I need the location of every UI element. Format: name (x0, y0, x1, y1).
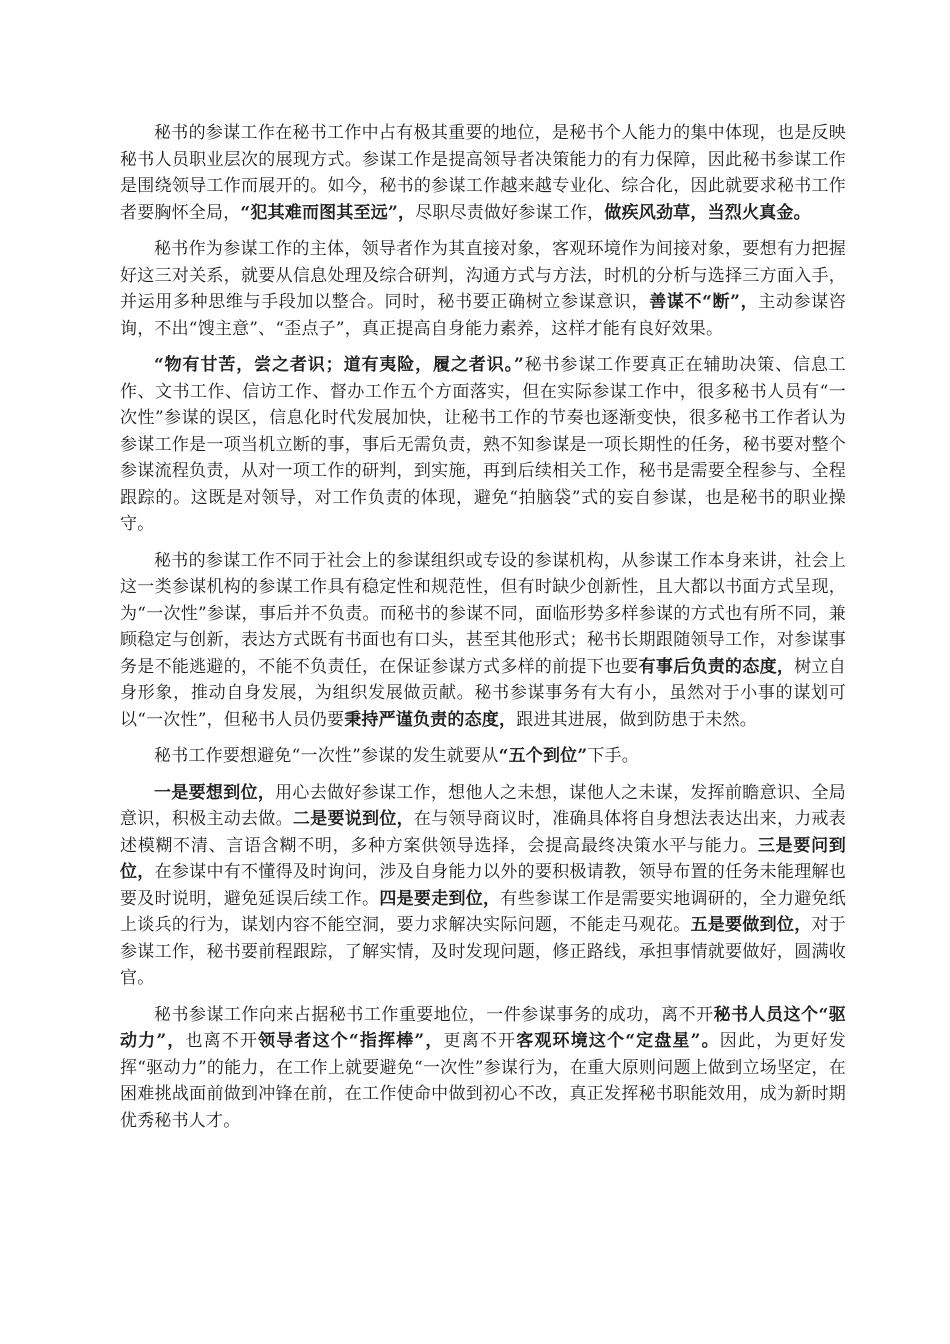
paragraph-6 (120, 780, 846, 992)
paragraph-text: 下手。 (587, 746, 639, 766)
emphasis-text: “犯其难而图其至远”， (240, 202, 416, 223)
emphasis-text: “物有甘苦，尝之者识；道有夷险，履之者识。” (154, 355, 524, 375)
paragraph-4 (120, 548, 846, 734)
paragraph-text: 主动参谋咨询，不出“馊主意”、“歪点子”，真正提高自身能力素养，这样才能有良好效果。 (120, 292, 847, 339)
paragraph-1 (120, 120, 846, 226)
emphasis-text: 三是要问到位， (120, 835, 847, 882)
emphasis-text: 客观环境这个“定盘星”。 (516, 1031, 720, 1051)
paragraph-text: 秘书参谋工作要真正在辅助决策、信息工作、文书工作、信访工作、督办工作五个方面落实，但在实际参谋工作中，很多秘书人员有“一次性”参谋的误区，信息化时代发展加快，让秘书工作的节奏也逐渐变快，很多秘书工作者认为参谋工作是一项当机立断的事，事后无需负责，熟不知参谋是一项长期性的任务，秘书要对整个参谋流程负责，从对一项工作的研判，到实施，再到后续相关工作，秘书是需要全程参与、全程跟踪的。这既是对领导，对工作负责的体现，避免“拍脑袋”式的妄自参谋，也是秘书的职业操守。 (120, 355, 846, 534)
emphasis-text: 做疾风劲草，当烈火真金。 (604, 202, 811, 223)
emphasis-text: 秘书人员这个“驱动力”， (120, 1004, 846, 1051)
emphasis-text: 二是要说到位， (292, 809, 414, 829)
emphasis-text: 秉持严谨负责的态度， (344, 709, 517, 730)
paragraph-text: 用心去做好参谋工作，想他人之未想，谋他人之未谋，发挥前瞻意识、全局意识，积极主动去做。 (120, 782, 846, 829)
paragraph-text: 更离不开 (443, 1031, 517, 1051)
emphasis-text: 一是要想到位， (154, 782, 276, 803)
emphasis-text: 领导者这个“指挥棒”， (258, 1031, 444, 1051)
paragraph-text: 跟进其进展，做到防患于未然。 (516, 709, 757, 730)
paragraph-5 (120, 743, 846, 770)
emphasis-text: “五个到位” (498, 746, 588, 766)
paragraph-text: 树立自身形象，推动自身发展，为组织发展做贡献。秘书参谋事务有大有小，虽然对于小事的谋划可以“一次性”，但秘书人员仍要 (120, 656, 846, 730)
paragraph-text: 有些参谋工作是需要实地调研的，全力避免纸上谈兵的行为，谋划内容不能空洞，要力求解决实际问题，不能走马观花。 (120, 888, 847, 935)
paragraph-text: 也离不开 (185, 1031, 259, 1051)
paragraph-text: 秘书作为参谋工作的主体，领导者作为其直接对象，客观环境作为间接对象，要想有力把握好这三对关系，就要从信息处理及综合研判，沟通方式与方法，时机的分析与选择三方面入手，并运用多种思维与手段加以整合。同时，秘书要正确树立参谋意识， (120, 239, 846, 312)
paragraph-text: 秘书工作要想避免“一次性”参谋的发生就要从 (154, 746, 499, 766)
paragraph-text: 尽职尽责做好参谋工作， (415, 202, 605, 223)
paragraph-2 (120, 236, 846, 342)
emphasis-text: 四是要走到位， (379, 888, 501, 909)
paragraph-text: 对于参谋工作，秘书要前程跟踪，了解实情，及时发现问题，修正路线，承担事情就要做好，圆满收官。 (120, 915, 846, 988)
document-page (120, 120, 846, 1144)
paragraph-3 (120, 352, 846, 538)
paragraph-text: 在与领导商议时，准确具体将自身想法表达出来，力戒表述模糊不清、言语含糊不明，多种方案供领导选择，会提高最终决策水平与能力。 (120, 809, 847, 856)
paragraph-text: 秘书的参谋工作不同于社会上的参谋组织或专设的参谋机构，从参谋工作本身来讲，社会上这一类参谋机构的参谋工作具有稳定性和规范性，但有时缺少创新性，且大都以书面方式呈现，为“一次性”参谋，事后并不负责。而秘书的参谋不同，面临形势多样参谋的方式也有所不同，兼顾稳定与创新，表达方式既有书面也有口头，甚至其他形式；秘书长期跟随领导工作，对参谋事务是不能逃避的，不能不负责任，在保证参谋方式多样的前提下也要 (120, 550, 846, 677)
emphasis-text: 善谋不“断”， (649, 292, 759, 312)
paragraph-7 (120, 1002, 846, 1135)
emphasis-text: 五是要做到位， (690, 915, 812, 935)
emphasis-text: 有事后负责的态度， (638, 656, 795, 677)
paragraph-text: 因此，为更好发挥“驱动力”的能力，在工作上就要避免“一次性”参谋行为，在重大原则问题上做到立场坚定，在困难挑战面前做到冲锋在前，在工作使命中做到初心不改，真正发挥秘书职能效用，成为新时期优秀秘书人才。 (120, 1031, 846, 1131)
paragraph-text: 秘书参谋工作向来占据秘书工作重要地位，一件参谋事务的成功，离不开 (154, 1004, 714, 1025)
paragraph-text: 在参谋中有不懂得及时询问，涉及自身能力以外的要积极请教，领导布置的任务未能理解也要及时说明，避免延误后续工作。 (120, 862, 846, 909)
paragraph-text: 秘书的参谋工作在秘书工作中占有极其重要的地位，是秘书个人能力的集中体现，也是反映秘书人员职业层次的展现方式。参谋工作是提高领导者决策能力的有力保障，因此秘书参谋工作是围绕领导工作而展开的。如今，秘书的参谋工作越来越专业化、综合化，因此就要求秘书工作者要胸怀全局， (120, 123, 846, 223)
